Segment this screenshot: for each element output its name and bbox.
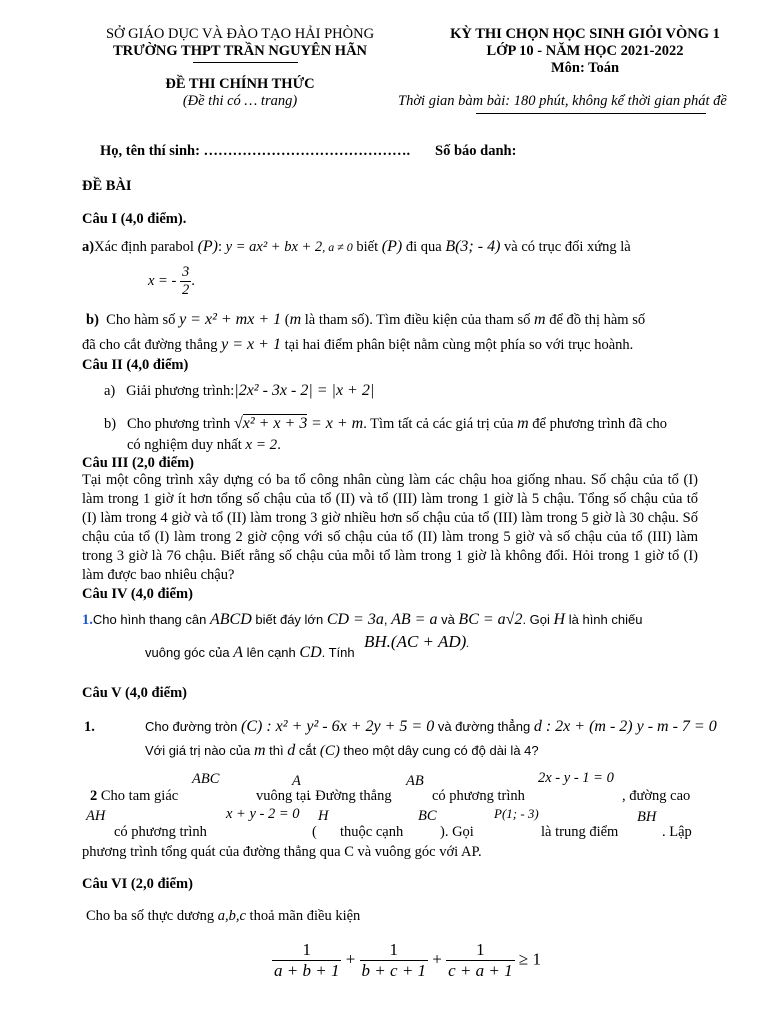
q4-abcd: ABCD: [209, 611, 252, 628]
q2b-text3: để phương trình đã cho: [532, 416, 668, 432]
department-name: SỞ GIÁO DỤC VÀ ĐÀO TẠO HẢI PHÒNG: [105, 26, 375, 42]
candidate-name-label: Họ, tên thí sinh: …………………………………….: [100, 143, 411, 159]
q2b-label: b): [104, 416, 117, 432]
q1a-text4: và có trục đối xứng là: [504, 239, 631, 255]
q5p2-h: H: [318, 808, 329, 824]
q6-text: [86, 908, 360, 925]
q5p1-line: d : 2x + (m - 2) y - m - 7 = 0: [533, 718, 717, 735]
q4-text2: biết đáy lớn: [255, 612, 324, 627]
candidate-id-label: Số báo danh:: [435, 143, 517, 159]
q6-frac-2: [360, 940, 429, 981]
q6-vars: a,b,c: [217, 908, 246, 924]
q5-part1-line2: [145, 742, 539, 760]
q5p2-text9: là trung điểm: [541, 824, 619, 840]
q5p2-text3: . Đường thẳng: [308, 788, 392, 804]
q2b-rhs: = x + m: [310, 415, 364, 432]
q6-den-1: a + b + 1: [274, 961, 340, 980]
q1a-den: 2: [181, 282, 190, 298]
q5p2-text10: . Lập: [662, 824, 692, 840]
q1a-parabola-2: (P): [381, 238, 403, 255]
q1b-line2: [82, 336, 633, 354]
q5p2-bh: BH: [637, 809, 657, 825]
q2a-equation: |2x² - 3x - 2| = |x + 2|: [234, 382, 375, 399]
q4-text8: . Tính: [321, 645, 355, 660]
q1a-condition: , a ≠ 0: [322, 240, 353, 254]
q1a-text3: đi qua: [405, 239, 442, 255]
q4-line1: [82, 611, 642, 629]
q5p1-C: (C): [319, 743, 340, 759]
q5p2-ab-equation: 2x - y - 1 = 0: [538, 770, 614, 786]
q5p2-text1: Cho tam giác: [100, 788, 179, 804]
grade-year: LỚP 10 - NĂM HỌC 2021-2022: [486, 43, 684, 59]
q5-part2-line1: [90, 788, 178, 805]
q5p1-text1: Cho đường tròn: [145, 719, 238, 734]
q2b-text2: . Tìm tất cả các giá trị của: [363, 416, 514, 432]
q1b-label: b): [86, 312, 99, 328]
q1a-text: Xác định parabol: [94, 239, 194, 255]
q2b-radicand: x² + x + 3: [242, 415, 308, 432]
official-label: ĐỀ THI CHÍNH THỨC: [165, 76, 315, 92]
q4-text3: và: [441, 612, 455, 627]
q5p2-ah: AH: [86, 808, 106, 824]
q6-frac-3: [446, 940, 515, 981]
q6-num-1: 1: [272, 940, 341, 961]
q5p2-text2: vuông tại: [256, 788, 311, 804]
q4-text4: . Gọi: [522, 612, 550, 627]
time-note: Thời gian bàm bài: 180 phút, không kể thời gian phát đề: [398, 93, 727, 109]
question-5-title: Câu V (4,0 điểm): [82, 685, 187, 701]
q5p2-text8: ). Gọi: [440, 824, 474, 840]
q1a-num: 3: [181, 264, 190, 280]
q6-geq: ≥ 1: [518, 949, 541, 969]
q2b-x: x = 2: [245, 437, 278, 453]
q4-line2: [145, 644, 355, 662]
q2a-line: [104, 382, 374, 400]
question-3-title: Câu III (2,0 điểm): [82, 455, 194, 471]
q4-dot: .: [466, 636, 470, 650]
q2b-m: m: [517, 415, 529, 432]
q4-text7: lên cạnh: [246, 645, 296, 660]
q6-text2: thoả mãn điều kiện: [249, 908, 361, 924]
q1a-label: a): [82, 239, 95, 255]
q5p2-abc: ABC: [192, 771, 220, 787]
q5p2-a: A: [292, 773, 301, 789]
q6-plus-2: +: [432, 949, 442, 969]
q2a-text: Giải phương trình:: [126, 383, 235, 399]
q1a-point: B(3; - 4): [445, 238, 501, 255]
q1b-m: m: [289, 311, 302, 328]
q4-number: 1.: [82, 612, 93, 628]
time-underline: [476, 113, 706, 114]
header-divider: [193, 62, 298, 63]
school-name: TRƯỜNG THPT TRẦN NGUYÊN HÃN: [112, 43, 368, 59]
question-1-title: Câu I (4,0 điểm).: [82, 211, 187, 227]
q4-cd2: CD: [299, 644, 322, 661]
q2b-dot: .: [277, 437, 281, 453]
section-title: ĐỀ BÀI: [82, 178, 132, 194]
q2b-radical: √x² + x + 3: [233, 415, 308, 432]
q1a-colon: :: [218, 239, 223, 255]
q5p1-circle: (C) : x² + y² - 6x + 2y + 5 = 0: [241, 718, 435, 735]
q5p2-bc: BC: [418, 808, 437, 824]
q5p1-text4: thì: [269, 743, 284, 758]
q1b-text5: đã cho cắt đường thẳng: [82, 337, 218, 353]
q1a-text2: biết: [356, 239, 379, 255]
q1b-line-eq: y = x + 1: [221, 336, 281, 353]
q1b-text1: Cho hàm số: [106, 312, 176, 328]
q5p1-text3: Với giá trị nào của: [145, 743, 251, 758]
question-4-title: Câu IV (4,0 điểm): [82, 586, 193, 602]
q5p1-d: d: [287, 742, 296, 759]
q4-h: H: [553, 611, 566, 628]
q6-plus-1: +: [345, 949, 356, 969]
q1b-text4: để đồ thị hàm số: [549, 312, 646, 328]
q5p2-number: 2: [90, 788, 98, 804]
q6-text1: Cho ba số thực dương: [86, 908, 215, 924]
q5p2-paren: (: [312, 824, 317, 840]
q6-den-3: c + a + 1: [448, 961, 513, 980]
exam-name: KỲ THI CHỌN HỌC SINH GIỎI VÒNG 1: [450, 26, 720, 42]
q2a-label: a): [104, 383, 116, 399]
q2b-line2: [127, 437, 281, 454]
q4-cd: CD = 3a: [326, 611, 384, 628]
q5p1-text5: cắt: [298, 743, 317, 758]
q4-expression: [364, 632, 469, 652]
q1b-text2: (: [284, 312, 290, 328]
q1a-equation: y = ax² + bx + 2: [225, 239, 323, 255]
q6-den-2: b + c + 1: [361, 961, 427, 980]
q1a-parabola: (P): [197, 238, 219, 255]
q4-expr: BH.(AC + AD): [364, 632, 467, 651]
q5p2-text11: phương trình tổng quát của đường thẳng qua C và vuông góc với AP.: [82, 844, 482, 860]
q1a-axis: x = - $\frac{3}{2}$ .: [148, 264, 195, 298]
q6-num-3: 1: [446, 940, 515, 961]
q4-a: A: [233, 644, 243, 661]
q6-frac-1: [272, 940, 341, 981]
q5p2-ah-equation: x + y - 2 = 0: [226, 806, 300, 822]
q1a-fraction: [180, 264, 191, 299]
q5p1-m: m: [253, 742, 266, 759]
q5-part1-line1: [145, 718, 717, 736]
q1a-line: [82, 238, 631, 256]
q4-ab: AB = a: [391, 611, 438, 628]
q1b-text6: tại hai điểm phân biệt nằm cùng một phía so với trục hoành.: [284, 337, 634, 353]
question-6-title: Câu VI (2,0 điểm): [82, 876, 193, 892]
q1b-function: y = x² + mx + 1: [179, 311, 282, 328]
q5p2-text6: có phương trình: [114, 824, 207, 840]
q5p2-text5: , đường cao: [622, 788, 691, 804]
q6-inequality: [272, 940, 541, 981]
q2b-line1: [104, 415, 667, 433]
q5p2-p: P(1; - 3): [494, 806, 539, 821]
q4-text1: Cho hình thang cân: [92, 612, 207, 627]
q4-text5: là hình chiếu: [568, 612, 643, 627]
subject: Môn: Toán: [550, 60, 620, 76]
q5-part1-number: 1.: [84, 719, 95, 735]
q4-bc: BC = a√2: [458, 611, 523, 628]
q5p2-text7: thuộc cạnh: [340, 824, 404, 840]
q2b-text4: có nghiệm duy nhất: [127, 437, 242, 453]
pages-note: (Đề thi có … trang): [182, 93, 298, 109]
q5p2-text4: có phương trình: [432, 788, 525, 804]
q6-num-2: 1: [360, 940, 429, 961]
q1a-axis-x: x = -: [148, 272, 177, 289]
question-3-text: Tại một công trình xây dựng có ba tổ công nhân cùng làm các chậu hoa giống nhau. Số chậu của tổ (I) làm trong 1 giờ ít hơn tổng số chậu của tổ (II) và tổ (III) làm trong 1 giờ là 5 chậu. Tổng số chậu của tổ (I) làm trong 4 giờ và tổ (II) làm trong 3 giờ nhiều hơn số chậu của tổ (III) làm trong 5 giờ là 30 chậu. Số chậu của tổ (I) làm trong 2 giờ cộng với số chậu của tổ (II) làm trong 5 giờ và số chậu của tổ (III) làm trong 3 giờ là 76 chậu. Biết rằng số chậu của mỗi tổ làm trong 1 giờ là không đổi. Hỏi trong 1 giờ tổ (I) làm được bao nhiêu chậu?: [82, 472, 698, 583]
q5p2-ab: AB: [406, 773, 424, 789]
q5p1-text2: và đường thẳng: [437, 719, 531, 734]
q5p1-text6: theo một dây cung có độ dài là 4?: [343, 743, 539, 758]
q1b-text3: là tham số). Tìm điều kiện của tham số: [304, 312, 531, 328]
q1b-line1: [86, 311, 645, 329]
question-2-title: Câu II (4,0 điểm): [82, 357, 189, 373]
q4-text6: vuông góc của: [145, 645, 230, 660]
q2b-text1: Cho phương trình: [126, 416, 231, 432]
q1b-m2: m: [534, 311, 546, 328]
q4-comma: ,: [383, 612, 388, 627]
